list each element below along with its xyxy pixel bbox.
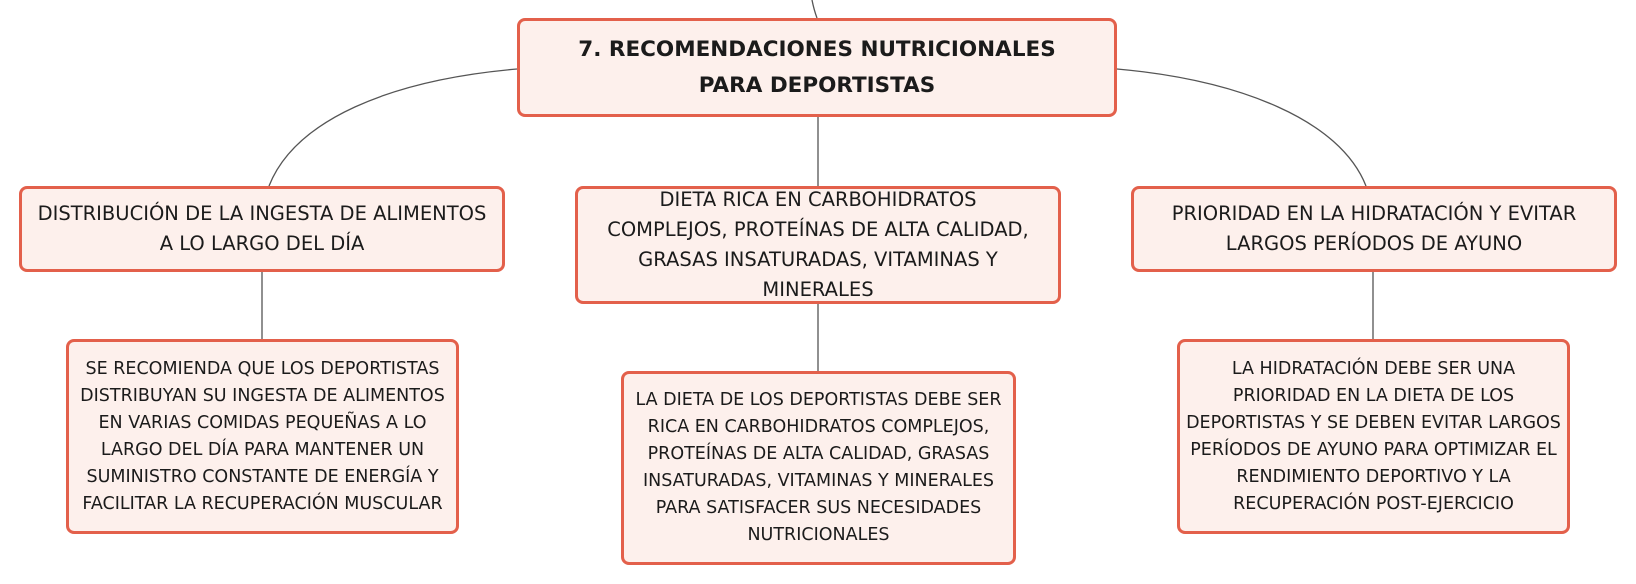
- detail-distribucion-node[interactable]: [66, 339, 459, 534]
- root-topic-node[interactable]: [517, 18, 1117, 117]
- connector-parent-to-root: [812, 0, 817, 18]
- branch-dieta-node[interactable]: [575, 186, 1061, 304]
- connector-root-to-branch-1: [269, 69, 517, 186]
- detail-distribucion-text: SE RECOMIENDA QUE LOS DEPORTISTAS DISTRIBUYAN SU INGESTA DE ALIMENTOS EN VARIAS COMIDAS PEQUEÑAS A LO LARGO DEL DÍA PARA MANTENER UN SUMINISTRO CONSTANTE DE ENERGÍA Y FACILITAR LA RECUPERACIÓN MUSCULAR: [80, 358, 445, 514]
- branch-dieta-label: DIETA RICA EN CARBOHIDRATOS COMPLEJOS, PROTEÍNAS DE ALTA CALIDAD, GRASAS INSATURADAS, VITAMINAS Y MINERALES: [607, 188, 1029, 301]
- detail-hidratacion-node[interactable]: [1177, 339, 1570, 534]
- branch-distribucion-node[interactable]: [19, 186, 505, 272]
- root-topic-title: 7. RECOMENDACIONES NUTRICIONALES PARA DEPORTISTAS: [578, 36, 1056, 98]
- detail-dieta-node[interactable]: [621, 371, 1016, 565]
- connector-root-to-branch-3: [1117, 69, 1366, 186]
- branch-distribucion-label: DISTRIBUCIÓN DE LA INGESTA DE ALIMENTOS A LO LARGO DEL DÍA: [37, 202, 487, 255]
- branch-hidratacion-label: PRIORIDAD EN LA HIDRATACIÓN Y EVITAR LARGOS PERÍODOS DE AYUNO: [1171, 202, 1577, 255]
- detail-hidratacion-text: LA HIDRATACIÓN DEBE SER UNA PRIORIDAD EN LA DIETA DE LOS DEPORTISTAS Y SE DEBEN EVITAR LARGOS PERÍODOS DE AYUNO PARA OPTIMIZAR EL RENDIMIENTO DEPORTIVO Y LA RECUPERACIÓN POST-EJERCICIO: [1186, 358, 1561, 514]
- branch-hidratacion-node[interactable]: [1131, 186, 1617, 272]
- detail-dieta-text: LA DIETA DE LOS DEPORTISTAS DEBE SER RICA EN CARBOHIDRATOS COMPLEJOS, PROTEÍNAS DE ALTA CALIDAD, GRASAS INSATURADAS, VITAMINAS Y MINERALES PARA SATISFACER SUS NECESIDADES NUTRICIONALES: [635, 390, 1002, 545]
